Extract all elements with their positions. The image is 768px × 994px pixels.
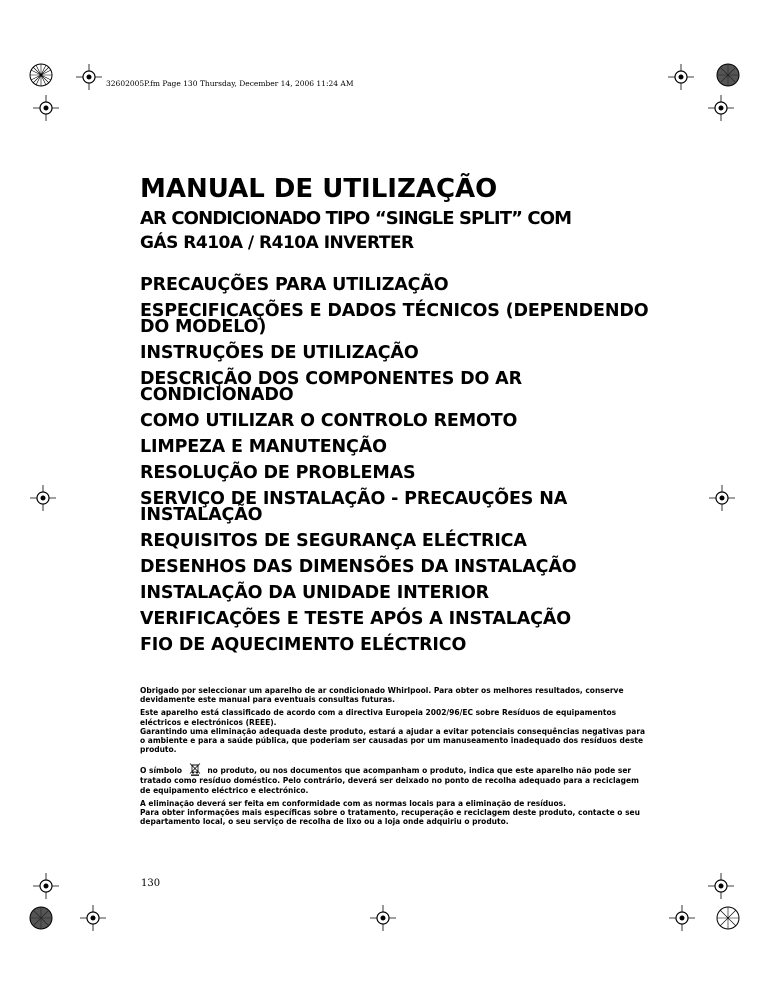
contents-item: ESPECIFICAÇÕES E DADOS TÉCNICOS (DEPENDENDO DO MODELO) — [140, 301, 649, 337]
contents-item: PRECAUÇÕES PARA UTILIZAÇÃO — [140, 275, 449, 295]
crosshair-icon — [30, 485, 56, 511]
contents-item: REQUISITOS DE SEGURANÇA ELÉCTRICA — [140, 531, 527, 551]
crosshair-icon — [33, 95, 59, 121]
contents-item: COMO UTILIZAR O CONTROLO REMOTO — [140, 411, 518, 431]
contents-list — [140, 277, 660, 663]
contents-item: DESENHOS DAS DIMENSÕES DA INSTALAÇÃO — [140, 557, 577, 577]
crosshair-icon — [76, 64, 102, 90]
subtitle-line1: AR CONDICIONADO TIPO “SINGLE SPLIT” COM — [140, 208, 572, 229]
contents-item: DESCRIÇÃO DOS COMPONENTES DO AR CONDICIONADO — [140, 369, 522, 405]
more-info-text: Para obter informações mais específicas sobre o tratamento, recuperação e reciclagem deste produto, contacte o seu departamento local, o seu serviço de recolha de lixo ou a loja onde adquiriu o produto. — [140, 808, 640, 827]
contents-item: INSTRUÇÕES DE UTILIZAÇÃO — [140, 343, 419, 363]
subtitle-line2: GÁS R410A / R410A INVERTER — [140, 233, 414, 253]
crosshair-icon — [668, 64, 694, 90]
registration-mark-icon — [26, 903, 56, 933]
contents-item: SERVIÇO DE INSTALAÇÃO - PRECAUÇÕES NA INSTALAÇÃO — [140, 489, 568, 525]
crosshair-icon — [80, 905, 106, 931]
thank-you-paragraph: Obrigado por seleccionar um aparelho de ar condicionado Whirlpool. Para obter os melhores resultados, conserve devidamente este manual para eventuais consultas futuras. — [140, 686, 624, 705]
disposal-rules-text: A eliminação deverá ser feita em conformidade com as normas locais para a eliminação de resíduos. — [140, 798, 566, 808]
crosshair-icon — [669, 905, 695, 931]
page-title: MANUAL DE UTILIZAÇÃO — [140, 174, 498, 204]
disposal-paragraph: Garantindo uma eliminação adequada deste produto, estará a ajudar a evitar potenciais consequências negativas para o ambiente e para a saúde pública, que poderiam ser causadas por um manuseamento inadequado dos resíduos deste produto. — [140, 726, 646, 755]
symbol-text-after: no produto, ou nos documentos que acompanham o produto, indica que este aparelho não pode ser tratado como resíduo doméstico. Pelo contrário, deverá ser deixado no ponto de recolha adequado para a reciclagem de equipamento eléctrico e electrónico. — [140, 766, 639, 795]
symbol-text-before: O símbolo — [140, 766, 183, 776]
crossed-out-wheelie-bin-icon — [188, 762, 202, 776]
contents-item: VERIFICAÇÕES E TESTE APÓS A INSTALAÇÃO — [140, 609, 571, 629]
body-text — [140, 686, 648, 830]
registration-mark-icon — [26, 60, 56, 90]
file-info-header: 32602005P.fm Page 130 Thursday, December 14, 2006 11:24 AM — [106, 79, 354, 88]
registration-mark-icon — [713, 903, 743, 933]
contents-item: RESOLUÇÃO DE PROBLEMAS — [140, 463, 416, 483]
crosshair-icon — [709, 485, 735, 511]
contents-item: FIO DE AQUECIMENTO ELÉCTRICO — [140, 635, 467, 655]
contents-item: INSTALAÇÃO DA UNIDADE INTERIOR — [140, 583, 489, 603]
registration-mark-icon — [713, 60, 743, 90]
crosshair-icon — [708, 873, 734, 899]
crosshair-icon — [33, 873, 59, 899]
symbol-paragraph — [140, 762, 648, 794]
weee-directive-text: Este aparelho está classificado de acordo com a directiva Europeia 2002/96/EC sobre Resíduos de equipamentos eléctricos e electrónicos (REEE). — [140, 708, 617, 727]
contents-item: LIMPEZA E MANUTENÇÃO — [140, 437, 387, 457]
page-number: 130 — [141, 878, 161, 889]
crosshair-icon — [370, 905, 396, 931]
weee-paragraph — [140, 708, 648, 726]
crosshair-icon — [708, 95, 734, 121]
